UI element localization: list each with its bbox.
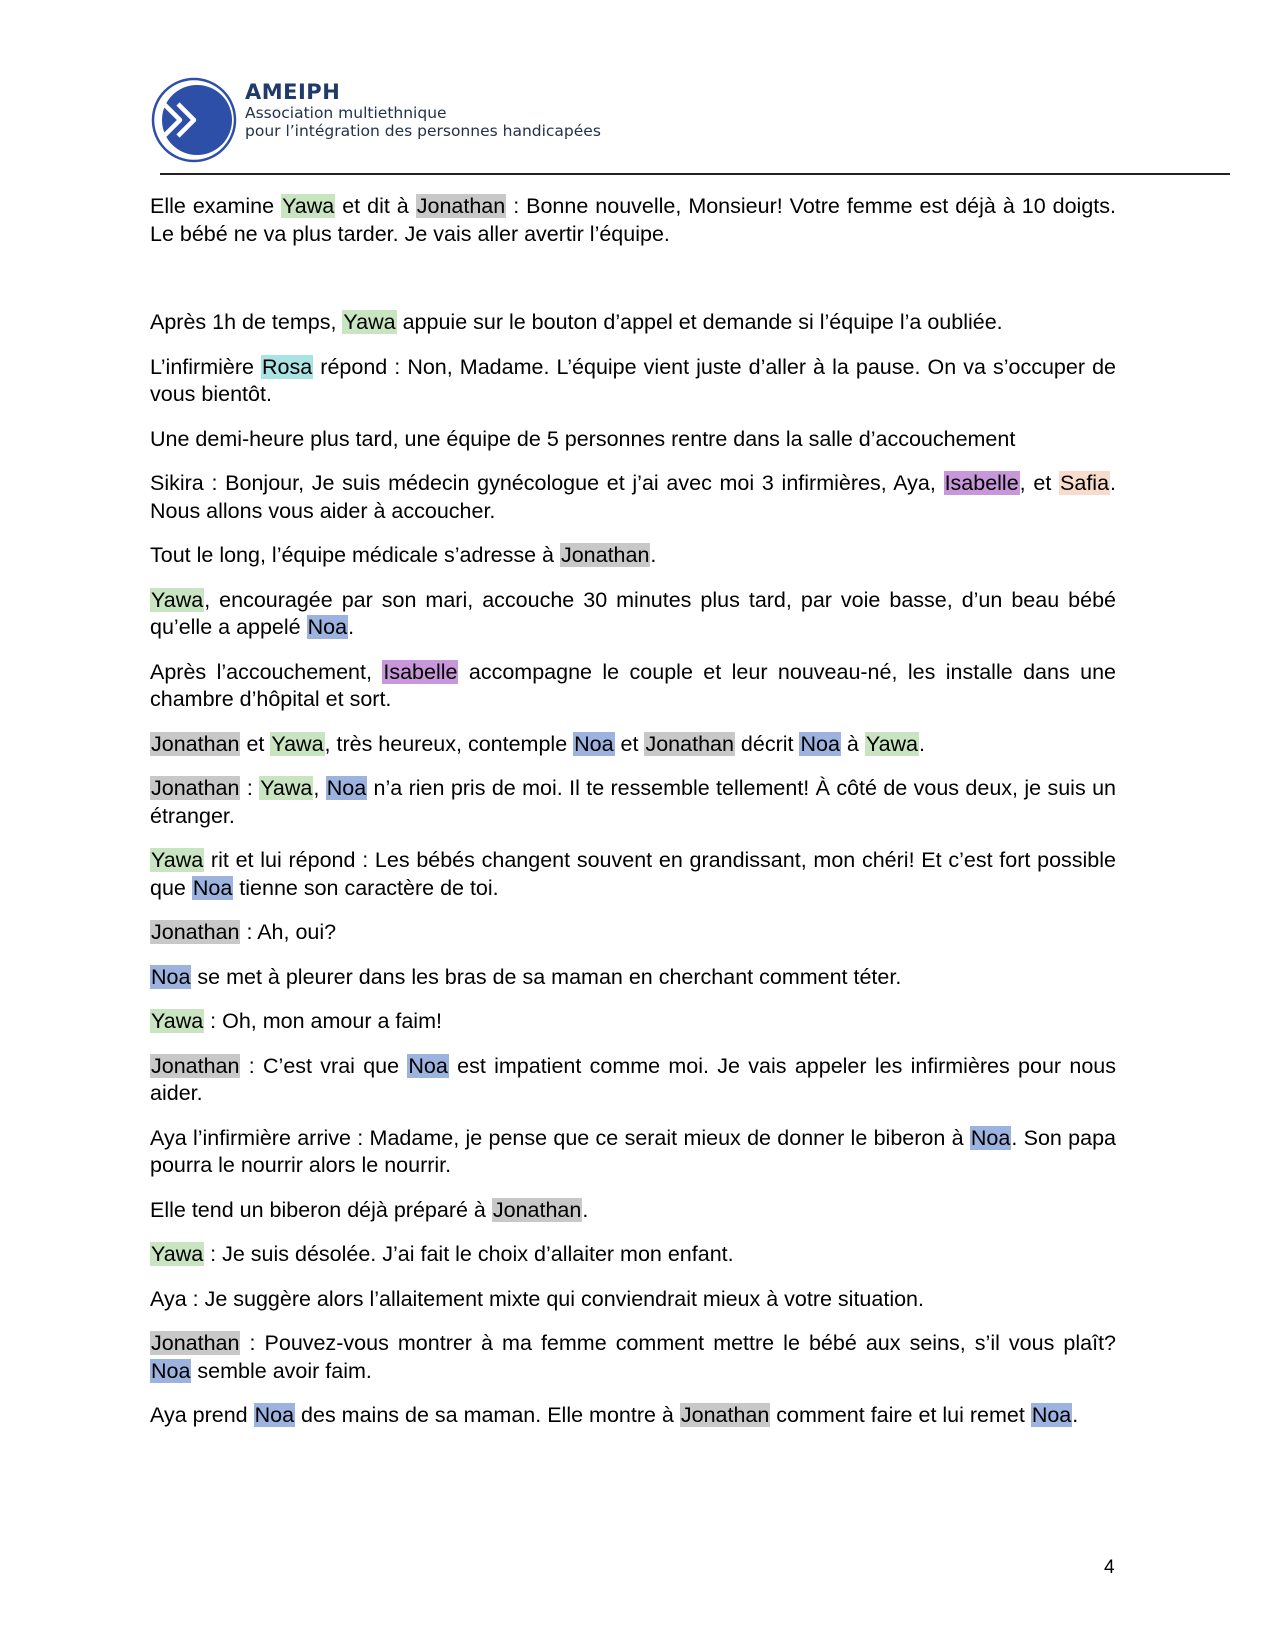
name-highlight-noa: Noa — [192, 875, 233, 900]
name-highlight-yawa: Yawa — [151, 1242, 204, 1266]
name-highlight-yawa: Yawa — [151, 587, 204, 612]
paragraph — [150, 1197, 1116, 1225]
text-run: . — [650, 543, 657, 567]
name-highlight-jonathan: Jonathan — [151, 776, 240, 800]
paragraph — [150, 1330, 1116, 1385]
name-highlight-jonathan: Jonathan — [151, 1053, 240, 1078]
text-run: n’a rien pris de moi. Il te ressemble tellement! À côté de vous deux, je suis un étranger. — [150, 776, 1116, 828]
text-run: et — [614, 731, 645, 756]
paragraph — [150, 659, 1116, 714]
text-run: Tout le long, l’équipe médicale s’adresse à — [150, 543, 560, 567]
name-highlight-yawa: Yawa — [260, 776, 313, 800]
text-run: Elle examine — [150, 194, 282, 218]
name-highlight-isabelle: Isabelle — [383, 659, 458, 684]
org-description-line1: Association multiethnique — [245, 104, 447, 122]
text-run: et — [240, 731, 271, 756]
name-highlight-noa: Noa — [151, 1358, 191, 1383]
paragraph — [150, 731, 1116, 759]
name-highlight-jonathan: Jonathan — [151, 920, 240, 944]
paragraph — [150, 1008, 1116, 1036]
paragraph — [150, 1125, 1116, 1180]
name-highlight-yawa: Yawa — [271, 731, 324, 756]
text-run: Une demi-heure plus tard, une équipe de 5 personnes rentre dans la salle d’accouchement — [150, 426, 1016, 451]
page-header — [150, 76, 1230, 176]
text-run: . — [1072, 1403, 1079, 1427]
name-highlight-jonathan: Jonathan — [416, 194, 506, 218]
text-run: Aya : Je suggère alors l’allaitement mixte qui conviendrait mieux à votre situation. — [150, 1286, 924, 1311]
paragraph — [150, 587, 1116, 642]
text-run: se met à pleurer dans les bras de sa maman en cherchant comment téter. — [191, 964, 902, 989]
text-run: Sikira : Bonjour, Je suis médecin gynécologue et j’ai avec moi 3 infirmières, Aya, — [150, 471, 944, 495]
text-run: . Son papa pourra le nourrir alors le nourrir. — [150, 1125, 1116, 1177]
text-run: : Je suis désolée. J’ai fait le choix d’allaiter mon enfant. — [204, 1242, 734, 1266]
text-run: et dit à — [335, 194, 416, 218]
name-highlight-noa: Noa — [574, 731, 614, 756]
text-run: comment faire et lui remet — [770, 1403, 1031, 1427]
ameiph-logo-icon — [150, 76, 238, 164]
text-run: , et — [1019, 471, 1060, 495]
name-highlight-noa: Noa — [970, 1125, 1011, 1150]
name-highlight-jonathan: Jonathan — [492, 1197, 582, 1222]
text-run: Après 1h de temps, — [150, 310, 343, 334]
paragraph — [150, 1241, 1116, 1269]
paragraph — [150, 470, 1116, 525]
text-run: décrit — [734, 731, 800, 756]
text-run: appuie sur le bouton d’appel et demande si l’équipe l’a oubliée. — [396, 310, 1003, 334]
text-run: , encouragée par son mari, accouche 30 minutes plus tard, par voie basse, d’un beau bébé qu’elle a appelé — [150, 587, 1116, 639]
document-body — [150, 193, 1116, 1447]
paragraph — [150, 919, 1116, 947]
text-run: Après l’accouchement, — [150, 659, 383, 684]
text-run: . — [919, 731, 925, 756]
org-name: AMEIPH — [245, 80, 341, 104]
paragraph — [150, 964, 1116, 992]
text-run: . — [582, 1197, 589, 1222]
paragraph — [150, 542, 1116, 570]
paragraph — [150, 193, 1116, 248]
name-highlight-safia: Safia — [1060, 471, 1110, 495]
text-run: : Ah, oui? — [240, 920, 337, 944]
text-run: à — [840, 731, 865, 756]
page-number: 4 — [1104, 1557, 1115, 1578]
section-gap — [150, 265, 1116, 309]
name-highlight-yawa: Yawa — [151, 1009, 204, 1033]
name-highlight-rosa: Rosa — [262, 354, 313, 379]
text-run: : C’est vrai que — [240, 1053, 408, 1078]
name-highlight-noa: Noa — [254, 1403, 295, 1427]
text-run: , très heureux, contemple — [324, 731, 574, 756]
name-highlight-yawa: Yawa — [151, 848, 204, 872]
text-run: : — [240, 776, 260, 800]
name-highlight-noa: Noa — [800, 731, 840, 756]
org-description-line2: pour l’intégration des personnes handicapées — [245, 122, 601, 140]
paragraph — [150, 1402, 1116, 1430]
text-run: est impatient comme moi. Je vais appeler les infirmières pour nous aider. — [150, 1053, 1116, 1105]
text-run: , — [313, 776, 326, 800]
name-highlight-yawa: Yawa — [282, 194, 335, 218]
name-highlight-noa: Noa — [326, 776, 367, 800]
text-run: Aya prend — [150, 1403, 254, 1427]
name-highlight-jonathan: Jonathan — [151, 731, 240, 756]
name-highlight-jonathan: Jonathan — [560, 543, 650, 567]
text-run: accompagne le couple et leur nouveau-né, les installe dans une chambre d’hôpital et sort. — [150, 659, 1116, 711]
text-run: : Pouvez-vous montrer à ma femme comment mettre le bébé aux seins, s’il vous plaît? — [240, 1331, 1116, 1355]
text-run: : Oh, mon amour a faim! — [204, 1009, 442, 1033]
text-run: semble avoir faim. — [191, 1358, 372, 1383]
paragraph — [150, 1053, 1116, 1108]
name-highlight-isabelle: Isabelle — [944, 471, 1019, 495]
text-run: . — [348, 615, 355, 639]
text-run: des mains de sa maman. Elle montre à — [295, 1403, 680, 1427]
name-highlight-noa: Noa — [408, 1053, 448, 1078]
paragraph — [150, 354, 1116, 409]
text-run: Aya l’infirmière arrive : Madame, je pense que ce serait mieux de donner le biberon à — [150, 1125, 970, 1150]
name-highlight-noa: Noa — [151, 964, 191, 989]
paragraph — [150, 1286, 1116, 1314]
text-run: tienne son caractère de toi. — [233, 875, 499, 900]
paragraph — [150, 426, 1116, 454]
paragraph — [150, 847, 1116, 902]
paragraph — [150, 775, 1116, 830]
header-divider — [160, 173, 1230, 175]
text-run: répond : Non, Madame. L’équipe vient juste d’aller à la pause. On va s’occuper de vous bientôt. — [150, 354, 1116, 406]
name-highlight-jonathan: Jonathan — [680, 1403, 770, 1427]
org-identity — [245, 80, 601, 140]
name-highlight-noa: Noa — [307, 615, 348, 639]
text-run: L’infirmière — [150, 354, 262, 379]
name-highlight-noa: Noa — [1031, 1403, 1072, 1427]
text-run: . Nous allons vous aider à accoucher. — [150, 471, 1117, 523]
text-run: rit et lui répond : Les bébés changent souvent en grandissant, mon chéri! Et c’est fort possible que — [150, 848, 1116, 900]
name-highlight-yawa: Yawa — [343, 310, 396, 334]
text-run: Elle tend un biberon déjà préparé à — [150, 1197, 492, 1222]
paragraph — [150, 309, 1116, 337]
name-highlight-jonathan: Jonathan — [645, 731, 734, 756]
name-highlight-yawa: Yawa — [865, 731, 919, 756]
name-highlight-jonathan: Jonathan — [151, 1331, 240, 1355]
text-run: : Bonne nouvelle, Monsieur! Votre femme est déjà à 10 doigts. Le bébé ne va plus tarder. Je vais aller avertir l’équipe. — [150, 194, 1116, 246]
